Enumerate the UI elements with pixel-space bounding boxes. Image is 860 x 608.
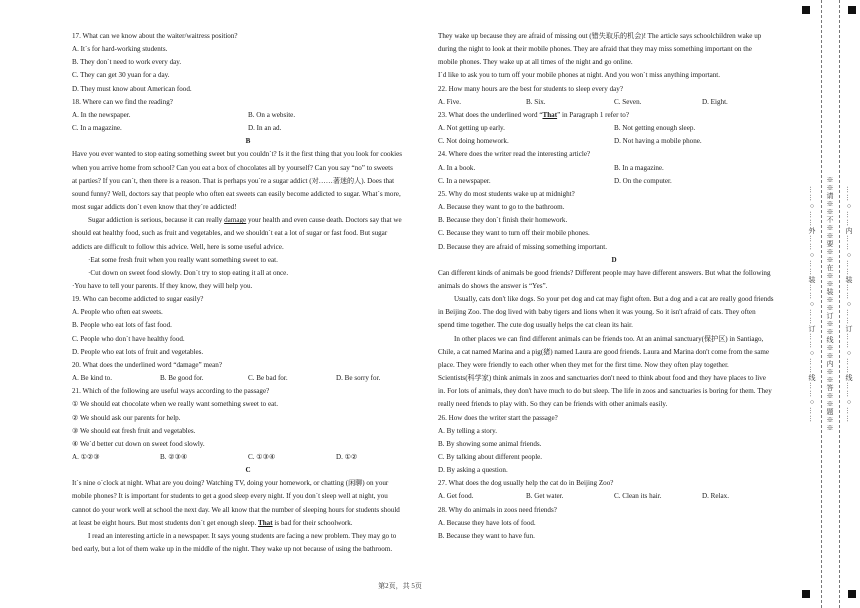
text-line: should eat healthy food, such as fruit and vegetables, and we shouldn`t eat a lot of sugar or fast food. But sugar xyxy=(72,229,388,238)
right-column xyxy=(438,30,790,543)
section-label: C xyxy=(245,466,251,475)
text-line: C. People who don`t have healthy food. xyxy=(72,334,185,343)
text-line: bed early, but a lot of them wake up in the middle of the night. They wake up not because of using the bathroom. xyxy=(72,545,393,554)
text-line: mobile phones? It is important for students to get a good sleep every night. If you don`t sleep well at night, you xyxy=(72,492,388,501)
text-line: in Beijing Zoo. The dog lived with baby tigers and lions when it was young. So it isn't afraid of cats. They often xyxy=(438,308,756,317)
answer-options-row xyxy=(72,122,424,135)
answer-option: C. In a magazine. xyxy=(72,124,122,133)
answer-option: A. Not getting up early. xyxy=(438,124,505,133)
answer-option: A. Get food. xyxy=(438,492,474,501)
answer-option: D. Not having a mobile phone. xyxy=(614,137,702,146)
text-line: in. For lots of animals, they don't have much to do but sleep. The life in zoos and sanctuaries is boring for them. They xyxy=(438,387,772,396)
text-line: when you arrive home from school? Can you eat a box of chocolates all by yourself? Can you say “no” to sweets xyxy=(72,163,393,172)
text-line: D. They must know about American food. xyxy=(72,84,192,93)
text-line: B. By showing some animal friends. xyxy=(438,439,542,448)
answer-option: D. In an ad. xyxy=(248,124,282,133)
binding-inner-line-text: ……○……内……○……装……○……订……○……线……○…… xyxy=(845,185,853,423)
text-line: C. By talking about different people. xyxy=(438,453,543,461)
text-line: B. People who eat lots of fast food. xyxy=(72,321,172,330)
text-line: ·Cut down on sweet food slowly. Don`t try to stop eating it all at once. xyxy=(88,268,289,277)
answer-option: B. Six. xyxy=(526,97,546,106)
left-column xyxy=(72,30,424,556)
text-line: 18. Where can we find the reading? xyxy=(72,97,173,106)
section-label: D xyxy=(611,255,617,264)
binding-outer-line xyxy=(821,0,822,608)
text-line: 19. Who can become addicted to sugar easily? xyxy=(72,295,204,304)
answer-options-row xyxy=(72,372,424,385)
text-line: place. They were friendly to each other when they met for the first time. Now they often play together. xyxy=(438,360,729,369)
text-line: Scientists(科学家) think animals in zoos and sanctuaries don't need to think about food and they have places to live xyxy=(438,374,766,383)
page-footer: 第2页，共 5页 xyxy=(378,582,422,590)
text-line: A. Because they want to go to the bathroom. xyxy=(438,203,565,212)
text-line: ③ We should eat fresh fruit and vegetables. xyxy=(72,426,196,435)
text-line: 25. Why do most students wake up at midnight? xyxy=(438,189,575,198)
registration-mark xyxy=(802,590,810,598)
answer-option: D. ①② xyxy=(336,453,358,461)
registration-mark xyxy=(802,6,810,14)
answer-options-row xyxy=(438,96,790,109)
section-label: B xyxy=(245,137,251,146)
answer-option: C. Be bad for. xyxy=(248,374,288,383)
text-line: most sugar addicts don`t even know that they`re addicted! xyxy=(72,203,237,212)
text-line: 26. How does the writer start the passage? xyxy=(438,413,558,422)
answer-options-row xyxy=(72,109,424,122)
text-line: A. People who often eat sweets. xyxy=(72,308,163,317)
answer-option: C. Seven. xyxy=(614,97,642,106)
answer-options-row xyxy=(72,451,424,464)
binding-outer-line-text: ……○……外……○……装……○……订……○……线……○…… xyxy=(808,185,816,423)
text-line: D. By asking a question. xyxy=(438,466,508,475)
text-line: I read an interesting article in a newspaper. It says young students are facing a new problem. They may go to xyxy=(88,531,397,540)
answer-option: B. Be good for. xyxy=(160,374,204,383)
text-line: Sugar addiction is serious, because it can really damage your health and even cause death. Doctors say that we xyxy=(88,216,402,225)
text-line: Can different kinds of animals be good friends? Different people may have different answers. But what the following xyxy=(438,268,771,277)
text-line: D. People who eat lots of fruit and vegetables. xyxy=(72,347,204,356)
text-line: Chile, a cat named Marina and a pig(猪) named Laura are good friends. Laura and Marina don't come from the same xyxy=(438,347,770,356)
text-line: ·Eat some fresh fruit when you really want something sweet to eat. xyxy=(88,255,278,264)
answer-option: B. Not getting enough sleep. xyxy=(614,124,696,133)
text-line: A. Because they have lots of food. xyxy=(438,518,536,527)
text-line: ④ We`d better cut down on sweet food slowly. xyxy=(72,439,205,448)
answer-option: B. ②③④ xyxy=(160,453,188,461)
text-line: Have you ever wanted to stop eating something sweet but you couldn`t? Is it the first thing that you look for cookies xyxy=(72,150,402,159)
answer-options-row xyxy=(438,162,790,175)
text-line: 28. Why do animals in zoos need friends? xyxy=(438,505,557,514)
answer-option: D. Be sorry for. xyxy=(336,374,381,383)
binding-inner-line xyxy=(839,0,840,608)
text-line: B. They don`t need to work every day. xyxy=(72,58,182,67)
text-line: B. Because they want to have fun. xyxy=(438,531,535,540)
registration-mark xyxy=(848,6,856,14)
registration-mark xyxy=(848,590,856,598)
text-line: ·You have to tell your parents. If they know, they will help you. xyxy=(72,281,253,290)
text-line: 21. Which of the following are useful ways according to the passage? xyxy=(72,387,270,396)
text-line: 27. What does the dog usually help the cat do in Beijing Zoo? xyxy=(438,479,614,488)
text-line: 20. What does the underlined word “damage” mean? xyxy=(72,360,222,369)
text-line: In other places we can find different animals can be friends too. At an animal sanctuary(保护区) in Santiago, xyxy=(454,334,764,343)
text-line: 24. Where does the writer read the interesting article? xyxy=(438,150,591,159)
answer-option: B. Get water. xyxy=(526,492,564,501)
text-line: C. They can get 30 yuan for a day. xyxy=(72,71,170,80)
answer-option: B. On a website. xyxy=(248,110,296,119)
answer-option: C. ①③④ xyxy=(248,453,276,461)
answer-option: C. Clean its hair. xyxy=(614,492,662,501)
answer-option: C. In a newspaper. xyxy=(438,176,491,185)
text-line: ① We should eat chocolate when we really want something sweet to eat. xyxy=(72,400,278,409)
answer-option: A. Be kind to. xyxy=(72,374,112,383)
answer-option: A. In the newspaper. xyxy=(72,110,131,119)
answer-option: A. In a book. xyxy=(438,163,476,172)
text-line: sound funny? Well, doctors say that people who often eat sweets can easily become addicted to sugar. What`s more, xyxy=(72,189,401,198)
text-line: 23. What does the underlined word “That” in Paragraph 1 refer to? xyxy=(438,110,629,119)
text-line: D. Because they are afraid of missing something important. xyxy=(438,242,608,251)
text-line: I`d like to ask you to turn off your mobile phones at night. And you won`t miss anything important. xyxy=(438,71,721,80)
text-line: They wake up because they are afraid of missing out (错失取乐的机会)! The article says schoolchildren wake up xyxy=(438,32,762,40)
text-line: at least be eight hours. But most students don`t get enough sleep. That is bad for their schoolwork. xyxy=(72,518,353,527)
binding-warning-text: ※※请※※不※※要※※在※※装※※订※※线※※内※※答※※题※※ xyxy=(826,176,834,432)
answer-options-row xyxy=(438,490,790,503)
text-line: A. It`s for hard-working students. xyxy=(72,45,168,54)
text-line: at parties? If you can`t, then there is a reason. That is perhaps you`re a sugar addict (对……著迷的人). Does that xyxy=(72,176,395,185)
text-line: It`s nine o`clock at night. What are you doing? Watching TV, doing your homework, or chatting (闲聊) on your xyxy=(72,479,389,488)
answer-option: D. On the computer. xyxy=(614,176,672,185)
answer-option: D. Relax. xyxy=(702,492,729,501)
answer-option: D. Eight. xyxy=(702,97,728,106)
answer-option: A. Five. xyxy=(438,97,462,106)
answer-options-row xyxy=(438,175,790,188)
underlined-word: That xyxy=(258,518,273,527)
text-line: Usually, cats don't like dogs. So your pet dog and cat may fight often. But a dog and a cat are really good friends xyxy=(454,295,774,304)
answer-options-row xyxy=(438,135,790,148)
text-line: cannot do your work well at school the next day. We all know that the number of sleeping hours for students should xyxy=(72,505,400,514)
text-line: animals do shows the answer is “Yes”. xyxy=(438,281,548,290)
answer-option: A. ①②③ xyxy=(72,453,100,461)
text-line: A. By telling a story. xyxy=(438,426,498,435)
text-line: during the night to look at their mobile phones. They are afraid that they may miss something important on the xyxy=(438,45,752,54)
text-line: really need friends to play with. So they can be friends with other animals easily. xyxy=(438,400,668,409)
text-line: 22. How many hours are the best for students to sleep every day? xyxy=(438,84,623,93)
text-line: mobile phones. They wake up at all times of the night and go online. xyxy=(438,58,633,67)
answer-options-row xyxy=(438,122,790,135)
text-line: C. Because they want to turn off their mobile phones. xyxy=(438,229,590,238)
text-line: 17. What can we know about the waiter/waitress position? xyxy=(72,32,238,40)
underlined-word: damage xyxy=(224,216,247,225)
underlined-word: That xyxy=(542,110,558,119)
text-line: B. Because they don`t finish their homework. xyxy=(438,216,568,225)
answer-option: C. Not doing homework. xyxy=(438,137,509,146)
answer-option: B. In a magazine. xyxy=(614,163,664,172)
binding-margin xyxy=(800,0,860,608)
text-line: spend time together. The cute dog usually helps the cat clean its hair. xyxy=(438,321,633,330)
text-line: ② We should ask our parents for help. xyxy=(72,413,181,422)
text-line: addicts are difficult to follow this advice. Well, here is some useful advice. xyxy=(72,242,284,251)
